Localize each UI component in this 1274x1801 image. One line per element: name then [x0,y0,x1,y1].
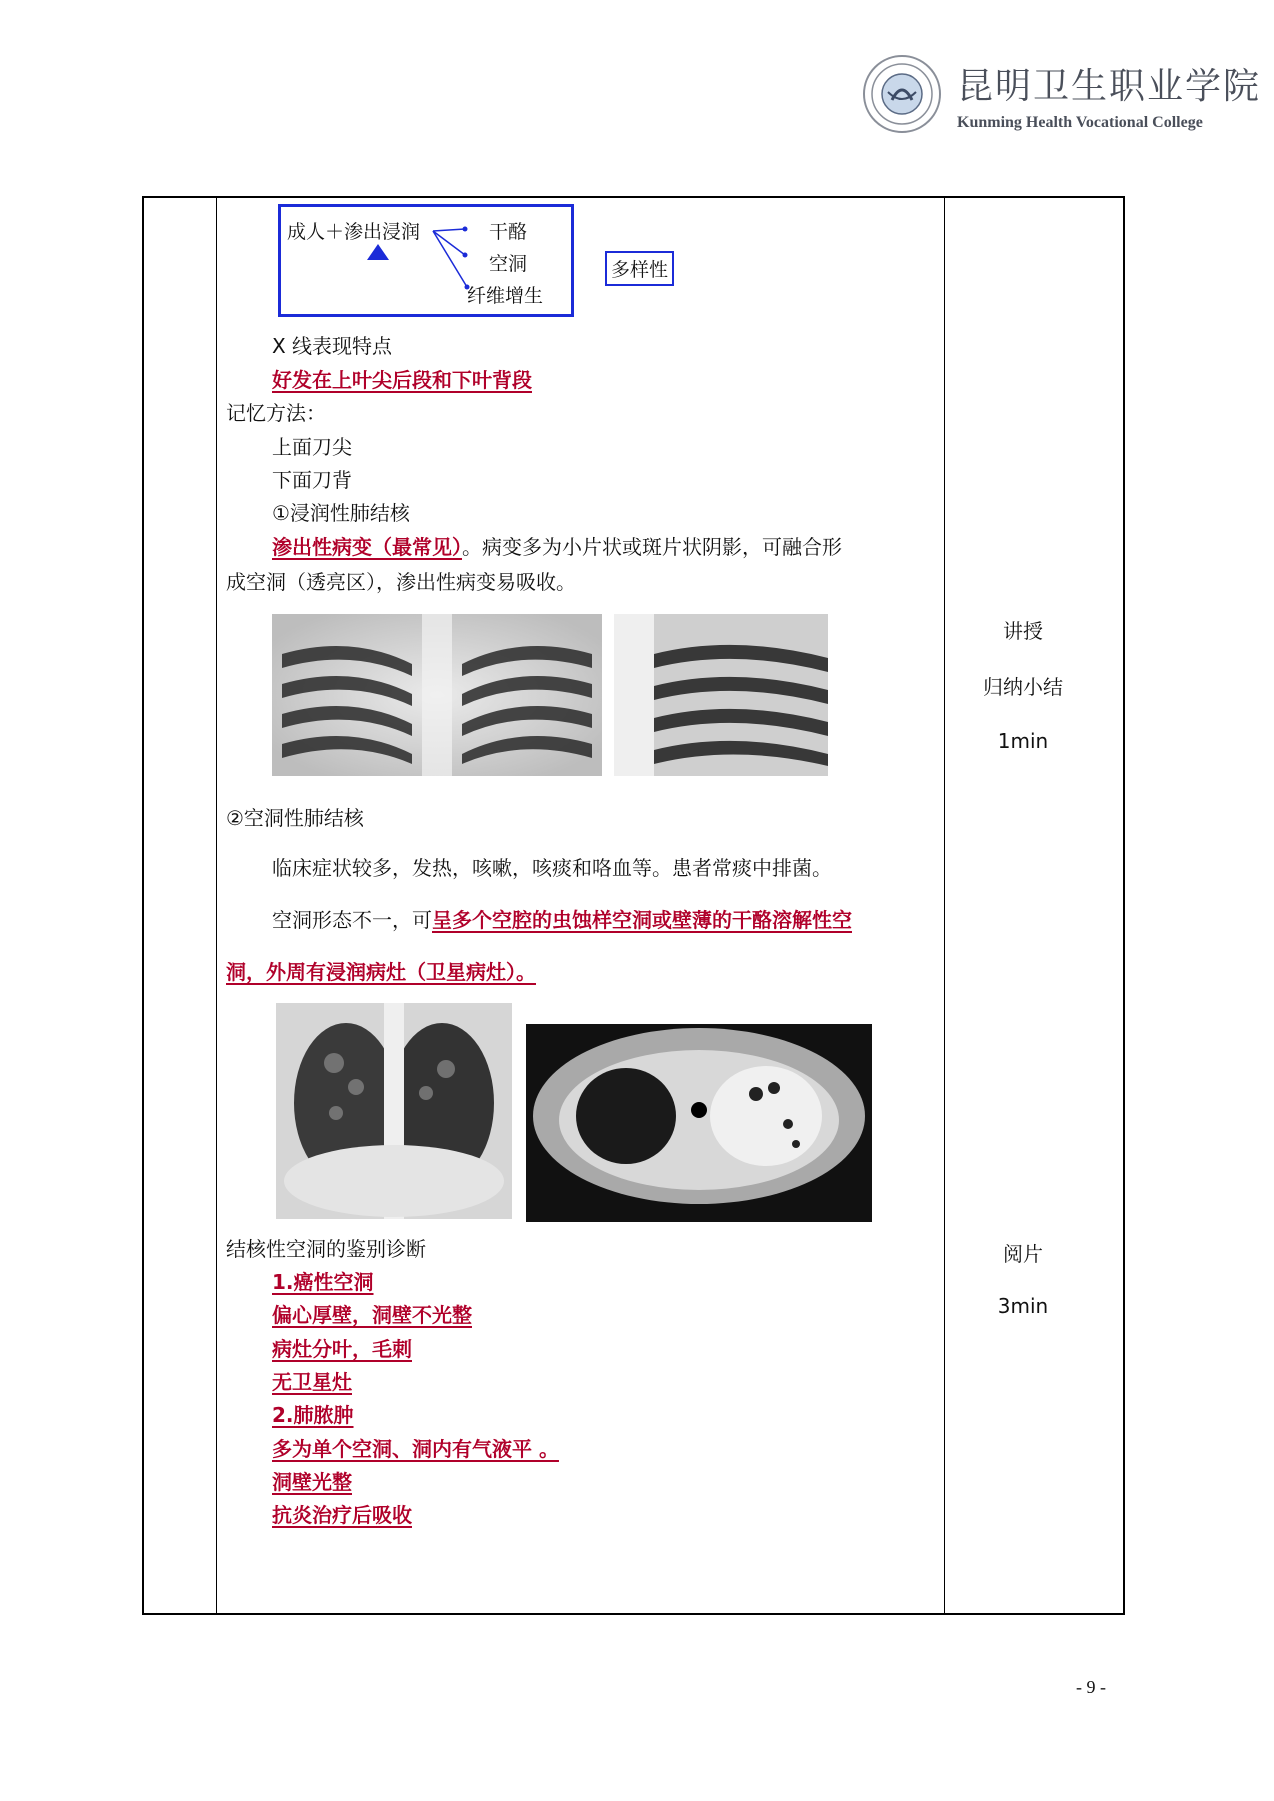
exudative-text-line2: 成空洞（透亮区），渗出性病变易吸收。 [226,570,576,594]
exudative-highlight: 渗出性病变（最常见） [272,535,462,559]
cavity-shape-highlight: 呈多个空腔的虫蚀样空洞或壁薄的干酪溶解性空 [432,908,852,932]
diagram-branch: 纤维增生 [467,285,544,307]
exudative-paragraph [272,537,842,557]
triangle-icon [367,244,389,260]
diff-item: 偏心厚壁，洞壁不光整 [272,1303,472,1327]
diversity-label: 多样性 [605,251,674,286]
tb-classification-diagram [278,204,574,317]
diff-item: 多为单个空洞、洞内有气液平 。 [272,1437,559,1461]
diagram-branch: 空洞 [489,253,528,275]
time-label: 3min [997,1294,1049,1318]
infiltrative-title: ①浸润性肺结核 [272,501,410,525]
column-divider [216,198,217,1613]
memory-item: 下面刀背 [272,468,352,492]
page-number: - 9 - [1076,1677,1106,1697]
diff-item: 2.肺脓肿 [272,1403,354,1427]
chest-xray-cavity-image [276,1003,512,1219]
diff-item: 病灶分叶，毛刺 [272,1337,412,1361]
college-logo [862,54,1262,144]
column-divider [944,198,945,1613]
method-reading: 阅片 [1003,1242,1043,1266]
xray-location: 好发在上叶尖后段和下叶背段 [272,368,532,392]
method-lecture: 讲授 [1003,619,1043,643]
cavity-shape-line2: 洞，外周有浸润病灶（卫星病灶）。 [226,960,536,984]
chest-xray-image [272,614,602,776]
college-name-cn: 昆明卫生职业学院 [957,66,1262,107]
xray-title: X 线表现特点 [272,334,393,358]
diff-item: 洞壁光整 [272,1470,352,1494]
time-label: 1min [997,729,1049,753]
diagram-branch: 干酪 [489,221,528,243]
college-seal-icon [862,54,942,134]
memory-title: 记忆方法： [226,401,326,425]
ct-scan-image [526,1024,872,1222]
cavity-shape-paragraph [272,910,852,930]
diagram-source: 成人＋渗出浸润 [287,221,421,243]
cavitary-title: ②空洞性肺结核 [226,806,364,830]
cavity-shape-text: 空洞形态不一，可 [272,908,432,932]
method-summary: 归纳小结 [983,675,1063,699]
diff-title: 结核性空洞的鉴别诊断 [226,1237,426,1261]
college-name-en: Kunming Health Vocational College [957,114,1203,131]
exudative-text: 。病变多为小片状或斑片状阴影，可融合形 [462,535,842,559]
memory-item: 上面刀尖 [272,435,352,459]
diff-item: 无卫星灶 [272,1370,352,1394]
diff-item: 1.癌性空洞 [272,1270,374,1294]
cavitary-clinical: 临床症状较多，发热，咳嗽，咳痰和咯血等。患者常痰中排菌。 [272,856,832,880]
lateral-xray-image [614,614,828,776]
diff-item: 抗炎治疗后吸收 [272,1503,412,1527]
